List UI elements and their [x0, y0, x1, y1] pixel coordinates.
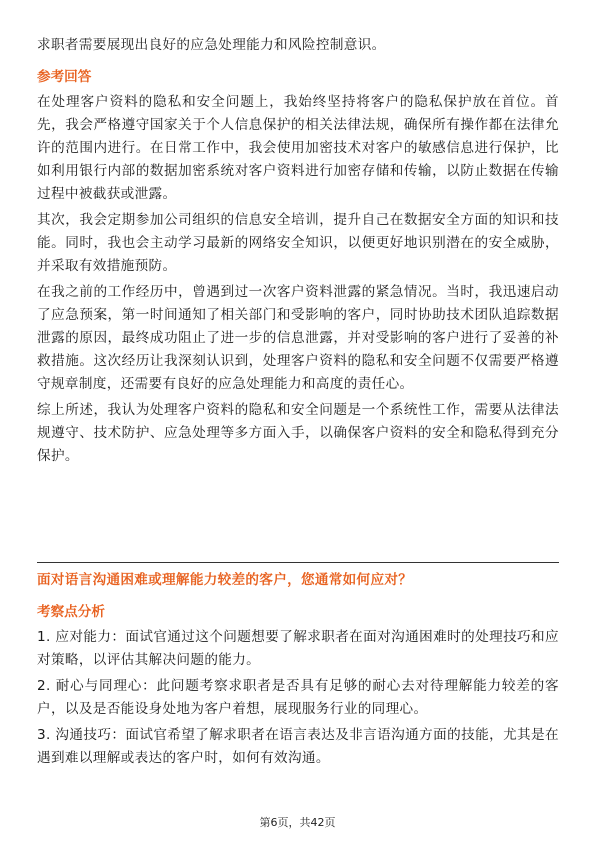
answer-paragraph: 综上所述，我认为处理客户资料的隐私和安全问题是一个系统性工作，需要从法律法规遵守、技术防护、应急处理等多方面入手，以确保客户资料的安全和隐私得到充分保护。 — [37, 402, 559, 464]
analysis-section — [37, 601, 559, 773]
answer-paragraph: 在我之前的工作经历中，曾遇到过一次客户资料泄露的紧急情况。当时，我迅速启动了应急预案，第一时间通知了相关部门和受影响的客户，同时协助技术团队追踪数据泄露的原因，最终成功阻止了进一步的信息泄露，并对受影响的客户进行了妥善的补救措施。这次经历让我深刻认识到，处理客户资料的隐私和安全问题不仅需要严格遵守规章制度，还需要有良好的应急处理能力和高度的责任心。 — [37, 284, 559, 392]
analysis-item: 1. 应对能力：面试官通过这个问题想要了解求职者在面对沟通困难时的处理技巧和应对策略，以评估其解决问题的能力。 — [37, 629, 559, 668]
question-title: 面对语言沟通困难或理解能力较差的客户，您通常如何应对？ — [37, 572, 413, 588]
section-divider — [37, 562, 559, 563]
answer-section — [37, 34, 559, 471]
page-number: 第6页，共42页 — [259, 816, 336, 829]
answer-paragraph: 其次，我会定期参加公司组织的信息安全培训，提升自己在数据安全方面的知识和技能。同时，我也会主动学习最新的网络安全知识，以便更好地识别潜在的安全威胁，并采取有效措施预防。 — [37, 212, 559, 274]
answer-heading: 参考回答 — [37, 69, 92, 85]
analysis-item: 3. 沟通技巧：面试官希望了解求职者在语言表达及非言语沟通方面的技能，尤其是在遇到难以理解或表达的客户时，如何有效沟通。 — [37, 727, 559, 766]
answer-paragraph: 在处理客户资料的隐私和安全问题上，我始终坚持将客户的隐私保护放在首位。首先，我会严格遵守国家关于个人信息保护的相关法律法规，确保所有操作都在法律允许的范围内进行。在日常工作中，我会使用加密技术对客户的敏感信息进行保护，比如利用银行内部的数据加密系统对客户资料进行加密存储和传输，以防止数据在传输过程中被截获或泄露。 — [37, 94, 559, 202]
analysis-item: 2. 耐心与同理心：此问题考察求职者是否具有足够的耐心去对待理解能力较差的客户，以及是否能设身处地为客户着想，展现服务行业的同理心。 — [37, 678, 559, 717]
analysis-heading: 考察点分析 — [37, 604, 105, 620]
intro-line: 求职者需要展现出良好的应急处理能力和风险控制意识。 — [37, 37, 386, 53]
